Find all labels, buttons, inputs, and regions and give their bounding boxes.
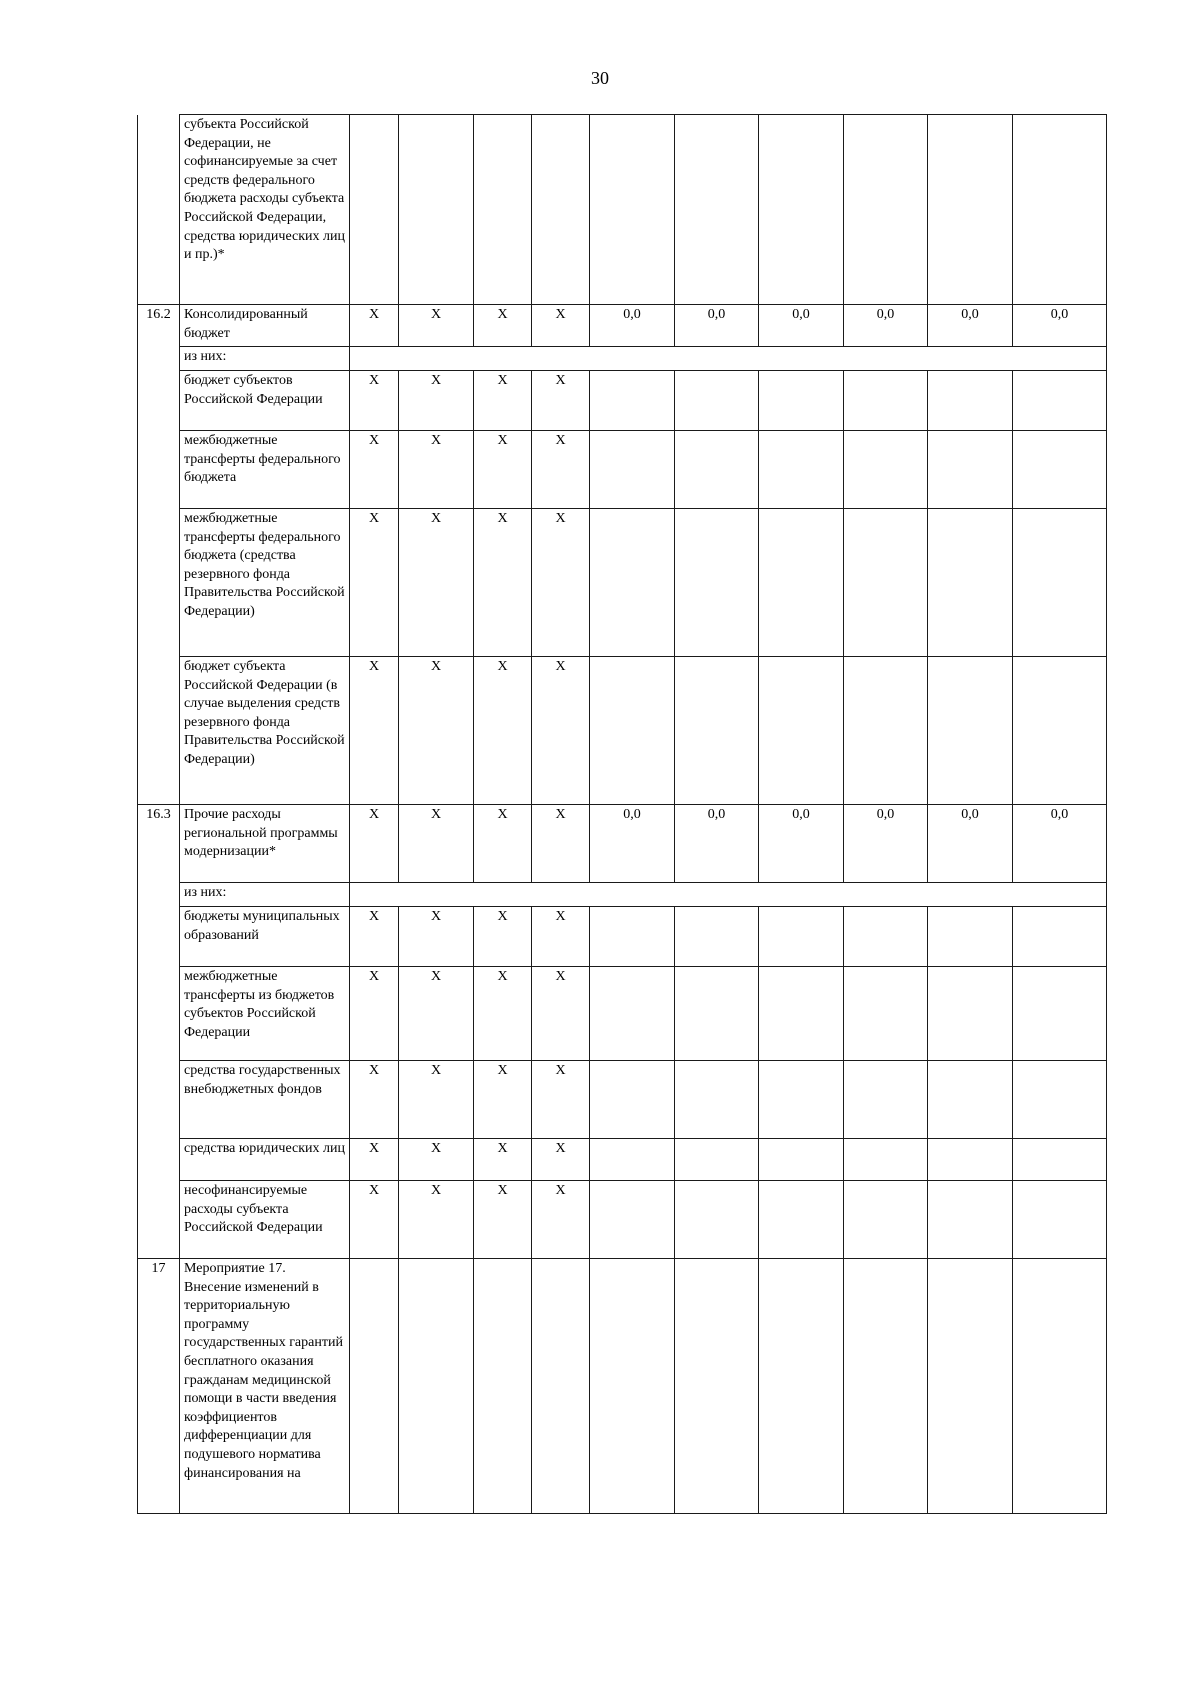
value-cell <box>759 115 844 305</box>
mark-cell: X <box>532 431 590 509</box>
mark-cell: X <box>350 657 399 805</box>
value-cell: 0,0 <box>844 805 928 883</box>
table-row <box>138 1259 1107 1514</box>
table-row <box>138 509 1107 657</box>
value-cell <box>590 1181 675 1259</box>
mark-cell: X <box>474 1181 532 1259</box>
value-cell <box>928 1061 1013 1139</box>
row-label: межбюджетные трансферты федерального бюджета <box>180 431 350 509</box>
mark-cell: X <box>399 305 474 347</box>
table-row <box>138 657 1107 805</box>
value-cell: 0,0 <box>844 305 928 347</box>
table-row <box>138 1061 1107 1139</box>
value-cell <box>590 115 675 305</box>
mark-cell: X <box>350 805 399 883</box>
value-cell <box>1013 1061 1107 1139</box>
row-label: Консолидированный бюджет <box>180 305 350 347</box>
value-cell <box>759 1181 844 1259</box>
value-cell <box>590 509 675 657</box>
value-cell <box>1013 657 1107 805</box>
mark-cell: X <box>350 967 399 1061</box>
mark-cell: X <box>474 305 532 347</box>
value-cell: 0,0 <box>928 805 1013 883</box>
row-number: 16.2 <box>138 305 180 347</box>
value-cell <box>1013 967 1107 1061</box>
table-row <box>138 883 1107 907</box>
mark-cell: X <box>532 1181 590 1259</box>
value-cell <box>1013 509 1107 657</box>
value-cell <box>928 1259 1013 1514</box>
value-cell <box>590 657 675 805</box>
table-row <box>138 907 1107 967</box>
value-cell: 0,0 <box>590 305 675 347</box>
mark-cell: X <box>350 305 399 347</box>
mark-cell: X <box>474 1061 532 1139</box>
mark-cell: X <box>399 907 474 967</box>
value-cell: 0,0 <box>759 305 844 347</box>
value-cell <box>1013 1139 1107 1181</box>
row-number <box>138 1181 180 1259</box>
spanned-cell <box>350 883 1107 907</box>
mark-cell <box>399 115 474 305</box>
value-cell <box>844 115 928 305</box>
value-cell <box>675 1259 759 1514</box>
mark-cell: X <box>474 657 532 805</box>
mark-cell: X <box>474 805 532 883</box>
row-number: 16.3 <box>138 805 180 883</box>
mark-cell: X <box>532 907 590 967</box>
row-label: несофинансируемые расходы субъекта Российской Федерации <box>180 1181 350 1259</box>
mark-cell: X <box>474 371 532 431</box>
mark-cell: X <box>532 305 590 347</box>
value-cell <box>759 907 844 967</box>
mark-cell: X <box>474 431 532 509</box>
row-number <box>138 657 180 805</box>
value-cell <box>590 1139 675 1181</box>
value-cell <box>928 967 1013 1061</box>
mark-cell: X <box>350 1061 399 1139</box>
row-number <box>138 1061 180 1139</box>
value-cell <box>844 509 928 657</box>
row-number <box>138 509 180 657</box>
value-cell: 0,0 <box>1013 305 1107 347</box>
mark-cell <box>474 115 532 305</box>
value-cell <box>590 907 675 967</box>
mark-cell: X <box>350 509 399 657</box>
value-cell <box>759 1139 844 1181</box>
mark-cell: X <box>474 907 532 967</box>
row-label: бюджет субъекта Российской Федерации (в случае выделения средств резервного фонда Правительства Российской Федерации) <box>180 657 350 805</box>
table-row <box>138 805 1107 883</box>
value-cell <box>928 115 1013 305</box>
value-cell <box>844 657 928 805</box>
value-cell <box>675 1181 759 1259</box>
mark-cell: X <box>532 967 590 1061</box>
row-number <box>138 1139 180 1181</box>
mark-cell <box>474 1259 532 1514</box>
row-label: из них: <box>180 347 350 371</box>
mark-cell <box>350 1259 399 1514</box>
value-cell <box>675 967 759 1061</box>
value-cell <box>928 657 1013 805</box>
mark-cell: X <box>532 371 590 431</box>
value-cell <box>590 431 675 509</box>
value-cell <box>675 657 759 805</box>
row-label: Мероприятие 17. Внесение изменений в территориальную программу государственных гарантий бесплатного оказания гражданам медицинской помощи в части введения коэффициентов дифференциации для подушевого норматива финансирования на <box>180 1259 350 1514</box>
mark-cell: X <box>532 1061 590 1139</box>
mark-cell: X <box>399 1139 474 1181</box>
row-label: бюджеты муниципальных образований <box>180 907 350 967</box>
value-cell: 0,0 <box>590 805 675 883</box>
row-label: межбюджетные трансферты из бюджетов субъектов Российской Федерации <box>180 967 350 1061</box>
table-row <box>138 1181 1107 1259</box>
table-row <box>138 371 1107 431</box>
mark-cell: X <box>474 967 532 1061</box>
row-label: межбюджетные трансферты федерального бюджета (средства резервного фонда Правительства Российской Федерации) <box>180 509 350 657</box>
mark-cell: X <box>399 431 474 509</box>
mark-cell: X <box>350 1139 399 1181</box>
value-cell <box>759 371 844 431</box>
page-number: 30 <box>591 68 609 88</box>
value-cell <box>590 967 675 1061</box>
value-cell <box>844 907 928 967</box>
mark-cell: X <box>399 1181 474 1259</box>
value-cell <box>759 657 844 805</box>
row-label: Прочие расходы региональной программы модернизации* <box>180 805 350 883</box>
table-row <box>138 115 1107 305</box>
value-cell <box>675 371 759 431</box>
value-cell <box>844 1061 928 1139</box>
value-cell <box>844 371 928 431</box>
table-row <box>138 347 1107 371</box>
value-cell <box>1013 115 1107 305</box>
value-cell <box>759 1259 844 1514</box>
value-cell <box>1013 1181 1107 1259</box>
value-cell <box>928 371 1013 431</box>
row-label: средства государственных внебюджетных фондов <box>180 1061 350 1139</box>
table-row <box>138 967 1107 1061</box>
row-label: средства юридических лиц <box>180 1139 350 1181</box>
row-number <box>138 431 180 509</box>
value-cell <box>590 1259 675 1514</box>
value-cell: 0,0 <box>675 305 759 347</box>
mark-cell <box>532 1259 590 1514</box>
row-number <box>138 907 180 967</box>
value-cell <box>928 1181 1013 1259</box>
mark-cell: X <box>474 509 532 657</box>
value-cell <box>1013 1259 1107 1514</box>
mark-cell: X <box>474 1139 532 1181</box>
mark-cell: X <box>350 371 399 431</box>
mark-cell: X <box>399 967 474 1061</box>
row-label: бюджет субъектов Российской Федерации <box>180 371 350 431</box>
value-cell: 0,0 <box>928 305 1013 347</box>
mark-cell <box>399 1259 474 1514</box>
value-cell <box>1013 907 1107 967</box>
value-cell <box>844 1139 928 1181</box>
value-cell <box>1013 371 1107 431</box>
row-number <box>138 371 180 431</box>
mark-cell: X <box>350 907 399 967</box>
row-number: 17 <box>138 1259 180 1514</box>
mark-cell: X <box>532 509 590 657</box>
mark-cell: X <box>350 431 399 509</box>
row-number <box>138 347 180 371</box>
value-cell: 0,0 <box>759 805 844 883</box>
row-number <box>138 115 180 305</box>
value-cell <box>759 431 844 509</box>
value-cell <box>759 1061 844 1139</box>
value-cell <box>928 509 1013 657</box>
value-cell: 0,0 <box>1013 805 1107 883</box>
table-row <box>138 305 1107 347</box>
value-cell <box>844 967 928 1061</box>
value-cell <box>1013 431 1107 509</box>
budget-table <box>137 114 1107 1514</box>
table-body <box>138 115 1107 1514</box>
mark-cell: X <box>399 657 474 805</box>
mark-cell <box>532 115 590 305</box>
mark-cell: X <box>399 805 474 883</box>
value-cell <box>844 1181 928 1259</box>
value-cell <box>928 907 1013 967</box>
table-row <box>138 431 1107 509</box>
mark-cell <box>350 115 399 305</box>
value-cell <box>675 907 759 967</box>
mark-cell: X <box>399 1061 474 1139</box>
mark-cell: X <box>399 509 474 657</box>
value-cell <box>675 1061 759 1139</box>
mark-cell: X <box>399 371 474 431</box>
spanned-cell <box>350 347 1107 371</box>
value-cell <box>928 431 1013 509</box>
row-label: из них: <box>180 883 350 907</box>
value-cell <box>675 1139 759 1181</box>
row-label: субъекта Российской Федерации, не софинансируемые за счет средств федерального бюджета расходы субъекта Российской Федерации, средства юридических лиц и пр.)* <box>180 115 350 305</box>
table-row <box>138 1139 1107 1181</box>
row-number <box>138 883 180 907</box>
value-cell <box>759 509 844 657</box>
value-cell <box>590 371 675 431</box>
value-cell <box>675 509 759 657</box>
value-cell: 0,0 <box>675 805 759 883</box>
value-cell <box>759 967 844 1061</box>
mark-cell: X <box>532 805 590 883</box>
value-cell <box>675 431 759 509</box>
value-cell <box>844 431 928 509</box>
row-number <box>138 967 180 1061</box>
mark-cell: X <box>350 1181 399 1259</box>
value-cell <box>844 1259 928 1514</box>
value-cell <box>928 1139 1013 1181</box>
value-cell <box>590 1061 675 1139</box>
mark-cell: X <box>532 657 590 805</box>
mark-cell: X <box>532 1139 590 1181</box>
value-cell <box>675 115 759 305</box>
